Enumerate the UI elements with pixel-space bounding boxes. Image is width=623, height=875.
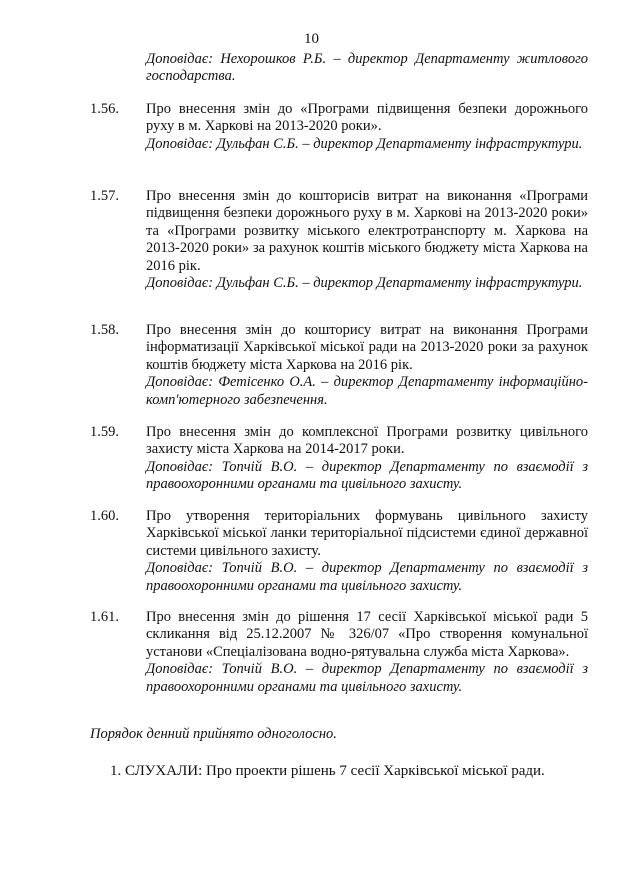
top-speaker-label: Доповідає:	[146, 51, 214, 67]
item-speaker	[146, 560, 588, 595]
item-body	[146, 424, 588, 494]
item-speaker-label: Доповідає:	[146, 661, 214, 678]
item-title: Про внесення змін до «Програми підвищення безпеки дорожнього руху в м. Харкові на 2013-2020 роки».	[146, 101, 588, 135]
page-number: 10	[304, 31, 319, 47]
item-body	[146, 322, 588, 409]
agenda-status: Порядок денний прийнято одноголосно.	[90, 726, 337, 742]
heard-line: 1. СЛУХАЛИ: Про проекти рішень 7 сесії Харківської міської ради.	[110, 763, 545, 779]
item-title: Про внесення змін до рішення 17 сесії Харківської міської ради 5 скликання від 25.12.2007 № 326/07 «Про створення комунальної установи «Спеціалізована водно-рятувальна служба міста Харкова».	[146, 609, 588, 660]
item-speaker	[146, 661, 588, 696]
item-title: Про внесення змін до кошторисів витрат на виконання «Програми підвищення безпеки дорожнього руху в м. Харкові на 2013-2020 роки» та «Програми розвитку міського електротранспорту м. Харкова на 2013-2020 роки» за рахунок коштів міського бюджету міста Харкова на 2016 рік.	[146, 188, 588, 274]
item-title: Про внесення змін до кошторису витрат на виконання Програми інформатизації Харківської міської ради на 2013-2020 роки за рахунок коштів бюджету міста Харкова на 2016 рік.	[146, 322, 588, 373]
item-speaker	[146, 374, 588, 409]
item-number: 1.61.	[90, 609, 119, 625]
item-speaker-text: Топчій В.О. – директор Департаменту по взаємодії з правоохоронними органами та цивільного захисту.	[146, 661, 589, 695]
top-speaker	[146, 51, 588, 86]
item-number: 1.59.	[90, 424, 119, 440]
item-speaker-text: Топчій В.О. – директор Департаменту по взаємодії з правоохоронними органами та цивільного захисту.	[146, 560, 589, 594]
item-speaker	[146, 459, 588, 494]
item-speaker-label: Доповідає:	[146, 374, 214, 391]
item-speaker-text: Фетісенко О.А. – директор Департаменту інформаційно-комп'ютерного забезпечення.	[146, 374, 588, 408]
item-speaker-label: Доповідає:	[146, 458, 214, 475]
item-speaker-label: Доповідає:	[146, 275, 214, 292]
item-body	[146, 188, 588, 292]
item-number: 1.58.	[90, 322, 119, 338]
item-speaker-text: Дульфан С.Б. – директор Департаменту інфраструктури.	[216, 135, 583, 152]
item-speaker-label: Доповідає:	[146, 560, 214, 577]
item-number: 1.56.	[90, 101, 119, 117]
item-number: 1.57.	[90, 188, 119, 204]
top-speaker-text: Нехорошков Р.Б. – директор Департаменту житлового господарства.	[146, 51, 589, 85]
item-number: 1.60.	[90, 508, 119, 524]
item-body	[146, 508, 588, 595]
item-title: Про утворення територіальних формувань цивільного захисту Харківської міської ланки територіальної підсистеми єдиної державної системи цивільного захисту.	[146, 508, 588, 559]
item-body	[146, 609, 588, 696]
item-speaker-label: Доповідає:	[146, 135, 214, 152]
item-speaker-text: Топчій В.О. – директор Департаменту по взаємодії з правоохоронними органами та цивільного захисту.	[146, 458, 589, 493]
item-speaker	[146, 275, 588, 292]
item-speaker-text: Дульфан С.Б. – директор Департаменту інфраструктури.	[216, 275, 583, 292]
item-speaker	[146, 136, 588, 153]
item-title: Про внесення змін до комплексної Програми розвитку цивільного захисту міста Харкова на 2014-2017 роки.	[146, 424, 588, 458]
item-body	[146, 101, 588, 153]
